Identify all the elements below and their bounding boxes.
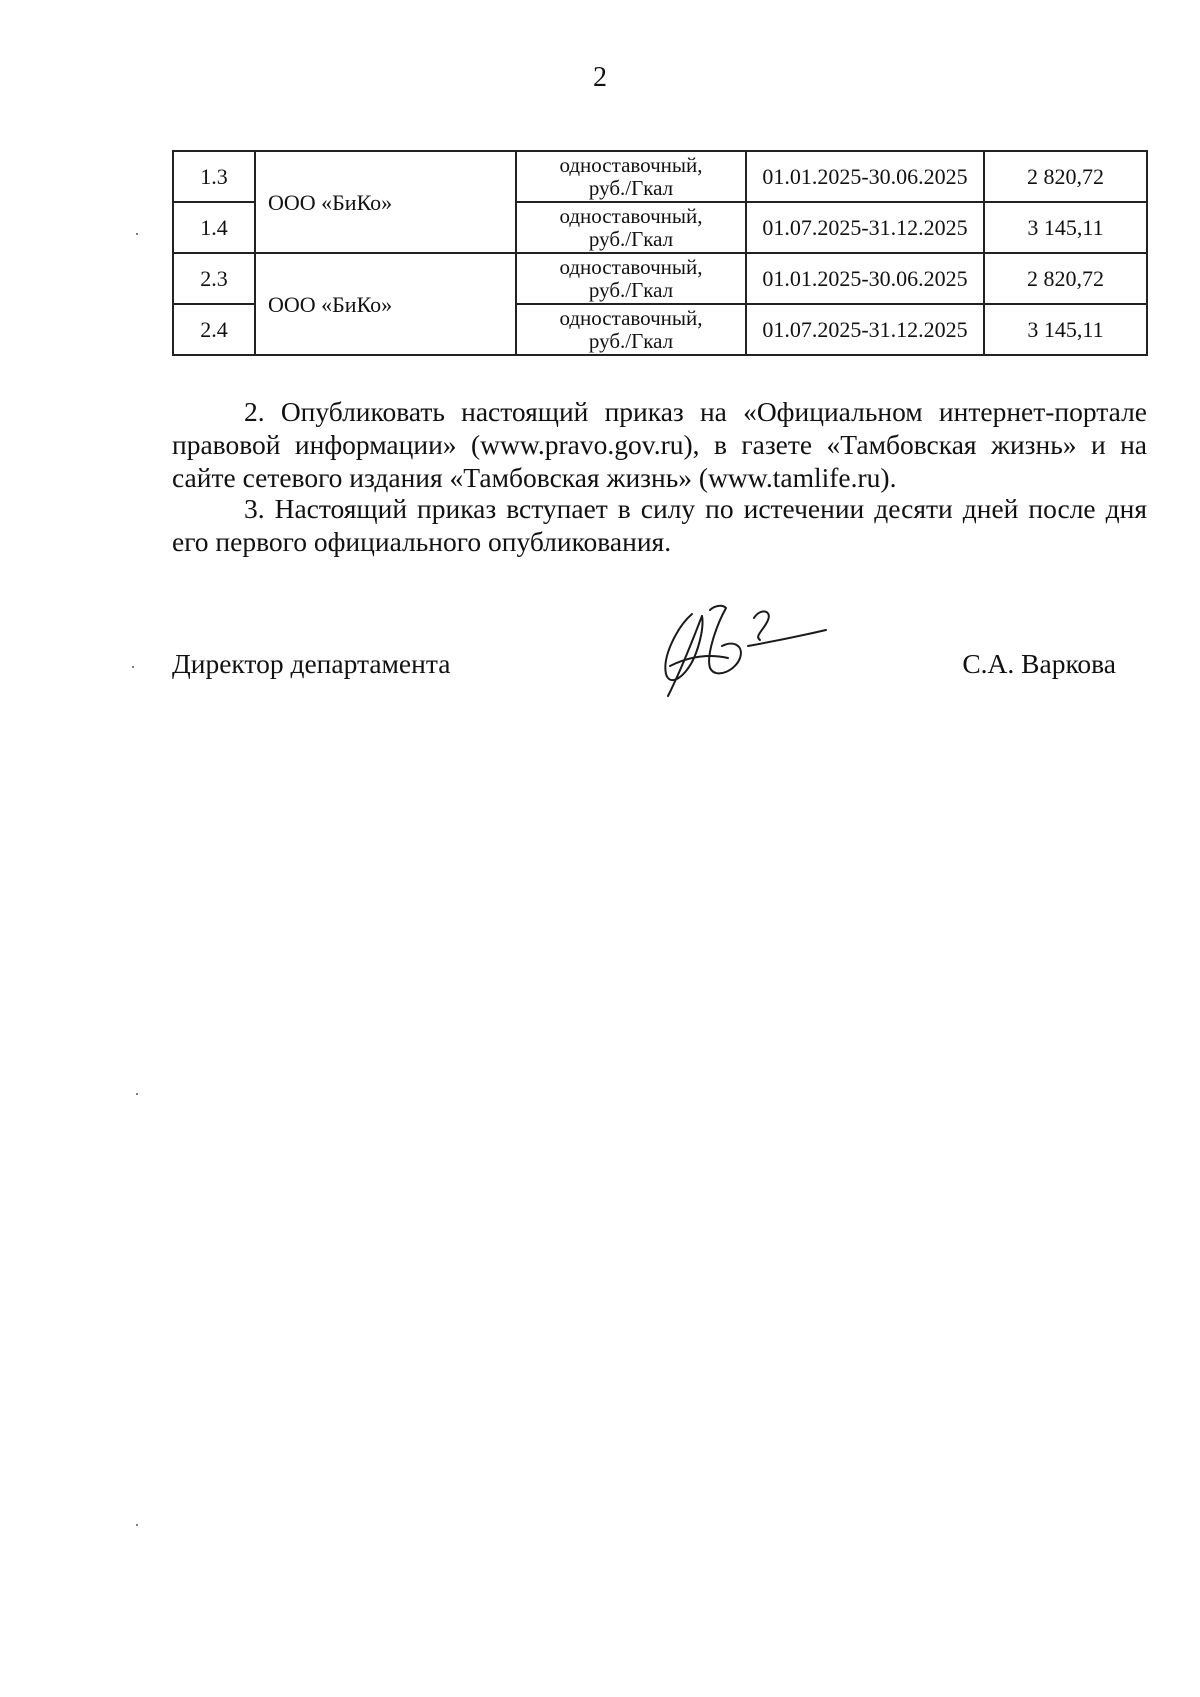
period-cell: 01.01.2025-30.06.2025 xyxy=(746,253,984,304)
tariff-type-cell xyxy=(516,253,746,304)
tariff-type-cell xyxy=(516,151,746,202)
table-row xyxy=(173,253,1147,304)
signatory-name: С.А. Варкова xyxy=(962,648,1116,679)
tariff-type-label: одноставочный, xyxy=(559,203,703,228)
tariff-unit-label: руб./Гкал xyxy=(588,328,674,353)
handwritten-signature-icon xyxy=(640,596,830,706)
organization-cell: ООО «БиКо» xyxy=(255,253,516,355)
tariff-value-cell: 3 145,11 xyxy=(984,202,1147,253)
signatory-role: Директор департамента xyxy=(172,648,451,679)
row-number: 2.3 xyxy=(173,253,255,304)
paragraph-effective-date-text: 3. Настоящий приказ вступает в силу по истечении десяти дней после дня его первого официального опубликования. xyxy=(172,493,1147,557)
organization-cell: ООО «БиКо» xyxy=(255,151,516,253)
row-number: 2.4 xyxy=(173,304,255,355)
period-cell: 01.07.2025-31.12.2025 xyxy=(746,202,984,253)
scan-speck xyxy=(132,666,134,668)
paragraph-publication xyxy=(172,395,1147,494)
tariff-type-label: одноставочный, xyxy=(559,305,703,330)
tariff-table xyxy=(172,150,1148,356)
scan-speck xyxy=(136,1524,138,1526)
table-row xyxy=(173,151,1147,202)
period-cell: 01.07.2025-31.12.2025 xyxy=(746,304,984,355)
tariff-type-cell xyxy=(516,304,746,355)
tariff-value-cell: 3 145,11 xyxy=(984,304,1147,355)
tariff-unit-label: руб./Гкал xyxy=(588,277,674,302)
row-number: 1.3 xyxy=(173,151,255,202)
tariff-unit-label: руб./Гкал xyxy=(588,175,674,200)
tariff-type-label: одноставочный, xyxy=(559,152,703,177)
tariff-value-cell: 2 820,72 xyxy=(984,151,1147,202)
scan-speck xyxy=(136,1093,138,1095)
paragraph-effective-date xyxy=(172,492,1147,558)
tariff-type-label: одноставочный, xyxy=(559,254,703,279)
paragraph-publication-text: 2. Опубликовать настоящий приказ на «Официальном интернет-портале правовой информации» (www.pravo.gov.ru), в газете «Тамбовская жизнь» и на сайте сетевого издания «Тамбовская жизнь» (www.tamlife.ru). xyxy=(172,396,1147,493)
tariff-unit-label: руб./Гкал xyxy=(588,226,674,251)
period-cell: 01.01.2025-30.06.2025 xyxy=(746,151,984,202)
scan-speck xyxy=(136,233,138,235)
tariff-value-cell: 2 820,72 xyxy=(984,253,1147,304)
row-number: 1.4 xyxy=(173,202,255,253)
tariff-type-cell xyxy=(516,202,746,253)
page-number: 2 xyxy=(593,62,607,93)
